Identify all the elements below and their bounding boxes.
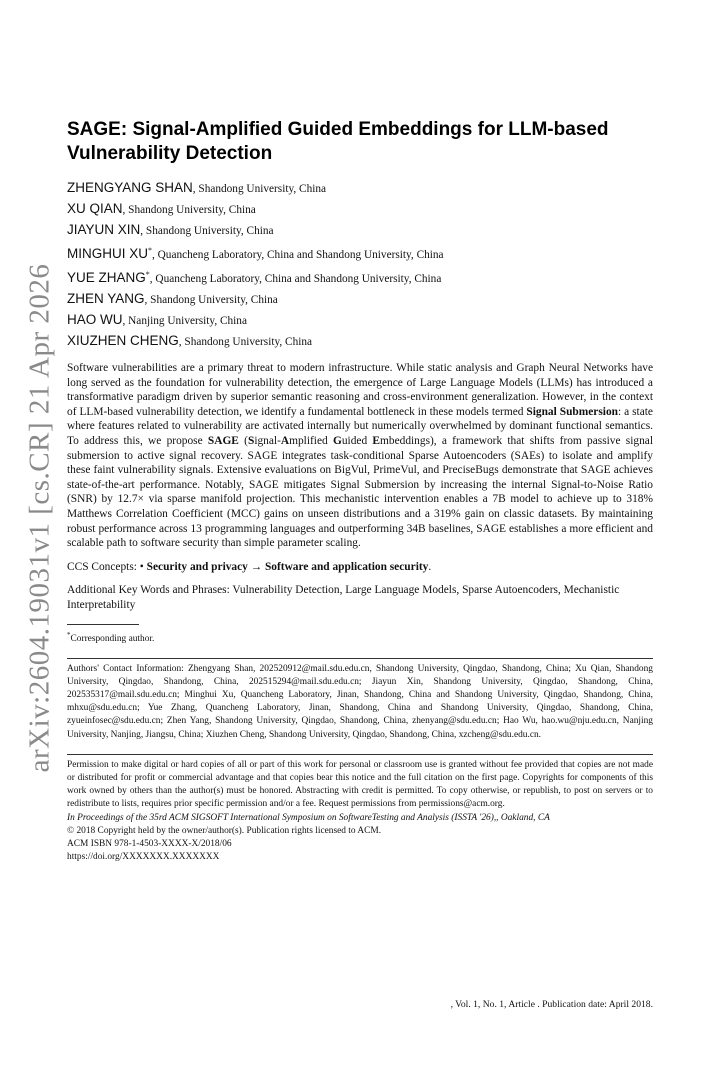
- abstract-text: mbeddings), a framework that shifts from passive signal submersion to active signal recovery. SAGE integrates task-conditional Sparse Autoencoders (SAEs) to isolate and amplify these faint vulnerability signals. Extensive evaluations on BigVul, PrimeVul, and PreciseBugs demonstrate that SAGE achieves state-of-the-art performance. Notably, SAGE mitigates Signal Submersion by increasing the internal Signal-to-Noise Ratio (SNR) by 12.7× via sparse manifold projection. This mechanistic intervention enables a 7B model to achieve up to 318% Matthews Correlation Coefficient (MCC) gains on unseen distributions and a 319% gain on classic datasets. By maintaining robust performance across 13 programming languages and outperforming 34B baselines, SAGE establishes a more efficient and scalable path to software security than simple parameter scaling.: [67, 434, 654, 550]
- footnote-rule: [67, 624, 139, 625]
- doi-link[interactable]: https://doi.org/XXXXXXX.XXXXXXX: [67, 852, 220, 863]
- permission-notice: Permission to make digital or hard copies of all or part of this work for personal or classroom use is granted without fee provided that copies are not made or distributed for profit or commercial advantage and that copies bear this notice and the full citation on the first page. Copyrights for components of this work owned by others than the author(s) must be honored. Abstracting with credit is permitted. To copy otherwise, or republish, to post on servers or to redistribute to lists, requires prior specific permission and/or a fee. Request permissions from permissions@acm.org.: [67, 759, 653, 810]
- author-name: XIUZHEN CHENG: [67, 333, 179, 348]
- corresponding-mark: *: [145, 270, 150, 279]
- author-entry: [67, 199, 653, 220]
- abstract-text: (: [238, 434, 248, 447]
- abstract-letter: G: [332, 434, 342, 447]
- footnote: [67, 629, 653, 645]
- author-entry: [67, 265, 653, 289]
- title-line-2: Vulnerability Detection: [67, 143, 273, 164]
- abstract-letter: A: [280, 434, 290, 447]
- author-name: ZHEN YANG: [67, 291, 145, 306]
- author-list: [67, 178, 653, 352]
- author-affiliation: , Quancheng Laboratory, China and Shandong University, China: [152, 249, 444, 261]
- author-entry: [67, 220, 653, 241]
- abstract-term: SAGE: [207, 434, 239, 447]
- copyright-line: © 2018 Copyright held by the owner/author(s). Publication rights licensed to ACM.: [67, 825, 382, 836]
- author-name: JIAYUN XIN: [67, 222, 141, 237]
- author-name: YUE ZHANG: [67, 270, 146, 285]
- keywords: Additional Key Words and Phrases: Vulnerability Detection, Large Language Models, Sparse Autoencoders, Mechanistic Interpretability: [67, 584, 620, 611]
- ccs-concepts: [67, 560, 653, 575]
- author-affiliation: , Quancheng Laboratory, China and Shandong University, China: [149, 273, 442, 285]
- abstract-text: uided: [341, 434, 373, 447]
- author-entry: [67, 310, 653, 331]
- author-affiliation: , Shandong University, China: [144, 294, 278, 306]
- abstract: [67, 361, 653, 551]
- author-name: XU QIAN: [67, 201, 123, 216]
- author-affiliation: , Shandong University, China: [178, 336, 313, 348]
- footnote-mark: *: [67, 630, 71, 639]
- contact-information: Authors' Contact Information: Zhengyang Shan, 202520912@mail.sdu.edu.cn, Shandong University, Qingdao, Shandong, China; Xu Qian, Shandong University, Qingdao, Shandong, China, 202515294@mail.sdu.edu.cn; Jiayun Xin, Shandong University, Qingdao, Shandong, China, 202535317@mail.sdu.edu.cn; Minghui Xu, Quancheng Laboratory, Jinan, Shandong, China and Shandong University, Qingdao, Shandong, China, mhxu@sdu.edu.cn; Yue Zhang, Quancheng Laboratory, Jinan, Shandong, China and Shandong University, Qingdao, Shandong, China, zyueinfosec@sdu.edu.cn; Zhen Yang, Shandong University, Qingdao, Shandong, China, zhenyang@sdu.edu.cn; Hao Wu, hao.wu@nju.edu.cn, Nanjing University, Nanjing, Jiangsu, China; Xiuzhen Cheng, Shandong University, Qingdao, Shandong, China, xzcheng@sdu.edu.cn.: [67, 663, 653, 740]
- abstract-text: : a state where features related to vulnerability are activated internally but numerically overwhelmed by dominant functional semantics. To address this, we propose: [67, 405, 653, 447]
- title-line-1: SAGE: Signal-Amplified Guided Embeddings for LLM-based: [67, 119, 609, 140]
- author-affiliation: , Nanjing University, China: [122, 315, 247, 327]
- author-entry: [67, 178, 653, 199]
- isbn-line: ACM ISBN 978-1-4503-XXXX-X/2018/06: [67, 839, 232, 850]
- abstract-letter: E: [372, 434, 381, 447]
- page-footer: , Vol. 1, No. 1, Article . Publication date: April 2018.: [450, 999, 653, 1010]
- corresponding-mark: *: [148, 246, 152, 255]
- ccs-term: Security and privacy: [146, 560, 248, 573]
- author-name: HAO WU: [67, 312, 123, 327]
- author-name: MINGHUI XU: [67, 246, 148, 261]
- ccs-term: Software and application security: [264, 560, 429, 573]
- paper-title: [67, 118, 653, 166]
- abstract-text: mplified: [289, 434, 333, 447]
- footnote-text: Corresponding author.: [70, 633, 155, 644]
- abstract-text: Software vulnerabilities are a primary threat to modern infrastructure. While static analysis and Graph Neural Networks have long served as the foundation for vulnerability detection, the emergence of Large Language Models (LLMs) has introduced a transformative paradigm driven by superior semantic reasoning and cross-environment generalization. However, in the context of LLM-based vulnerability detection, we identify a fundamental bottleneck in these models termed: [67, 362, 653, 418]
- ccs-arrow: →: [247, 560, 265, 573]
- abstract-letter: S: [247, 434, 255, 447]
- author-name: ZHENGYANG SHAN: [67, 180, 193, 195]
- author-entry: [67, 289, 653, 310]
- ccs-end: .: [428, 560, 432, 573]
- ccs-prefix: CCS Concepts: •: [67, 560, 147, 573]
- arxiv-side-stamp: [20, 263, 60, 773]
- section-rule: [67, 658, 653, 659]
- abstract-term: Signal Submersion: [526, 405, 618, 418]
- author-entry: [67, 241, 653, 265]
- author-affiliation: , Shandong University, China: [192, 183, 327, 195]
- arxiv-stamp-text: arXiv:2604.19031v1 [cs.CR] 21 Apr 2026: [23, 263, 56, 773]
- author-affiliation: , Shandong University, China: [140, 225, 274, 237]
- paper-first-page: [67, 118, 653, 864]
- section-rule: [67, 754, 653, 755]
- proceedings-line: In Proceedings of the 35rd ACM SIGSOFT International Symposium on SoftwareTesting and Analysis (ISSTA '26),, Oakland, CA: [67, 812, 550, 823]
- author-affiliation: , Shandong University, China: [122, 204, 256, 216]
- author-entry: [67, 331, 653, 352]
- abstract-text: ignal-: [254, 434, 281, 447]
